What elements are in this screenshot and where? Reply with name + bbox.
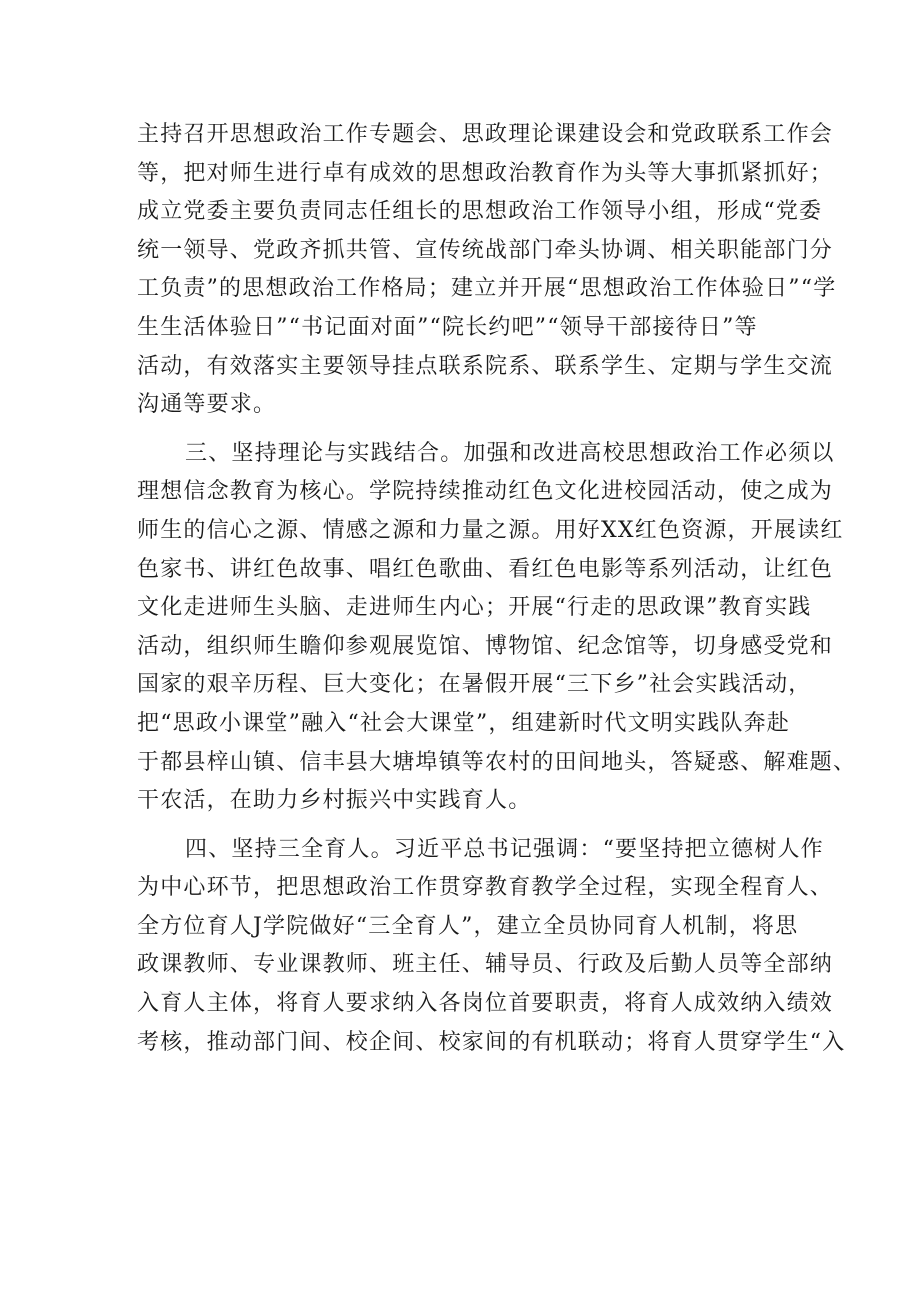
text-line: 师生的信心之源、情感之源和力量之源。用好XX红色资源，开展读红 — [137, 517, 844, 543]
paragraph — [137, 435, 857, 821]
text-line: 把“思政小课堂”融入“社会大课堂”，组建新时代文明实践队奔赴 — [137, 710, 790, 736]
paragraph-gap — [137, 425, 797, 435]
text-line: 政课教师、专业课教师、班主任、辅导员、行政及后勤人员等全部纳 — [137, 952, 834, 978]
text-line: 活动，组织师生瞻仰参观展览馆、博物馆、纪念馆等，切身感受党和 — [137, 633, 834, 659]
paragraph — [137, 116, 837, 425]
paragraph-gap — [137, 821, 797, 831]
text-line: 活动，有效落实主要领导挂点联系院系、联系学生、定期与学生交流 — [137, 353, 834, 379]
document-body — [137, 116, 857, 1062]
text-line: 入育人主体，将育人要求纳入各岗位首要职责，将育人成效纳入绩效 — [137, 991, 834, 1017]
text-line: 国家的艰辛历程、巨大变化；在暑假开展“三下乡”社会实践活动， — [137, 672, 812, 698]
text-line: 沟通等要求。 — [137, 392, 277, 418]
text-line: 色家书、讲红色故事、唱红色歌曲、看红色电影等系列活动，让红色 — [137, 556, 834, 582]
text-line: 工负责”的思想政治工作格局；建立并开展“思想政治工作体验日”“学 — [137, 276, 837, 302]
text-line: 主持召开思想政治工作专题会、思政理论课建设会和党政联系工作会 — [137, 122, 834, 147]
text-line: 生生活体验日”“书记面对面”“院长约吧”“领导干部接待日”等 — [137, 314, 758, 340]
text-line: 全方位育人J学院做好“三全育人”，建立全员协同育人机制，将思 — [137, 913, 799, 939]
text-line: 等，把对师生进行卓有成效的思想政治教育作为头等大事抓紧抓好； — [137, 160, 834, 186]
text-line: 三、坚持理论与实践结合。加强和改进高校思想政治工作必须以 — [185, 440, 835, 466]
text-line: 考核，推动部门间、校企间、校家间的有机联动；将育人贯穿学生“入 — [137, 1029, 846, 1055]
text-line: 为中心环节，把思想政治工作贯穿教育教学全过程，实现全程育人、 — [137, 875, 834, 901]
text-line: 成立党委主要负责同志任组长的思想政治工作领导小组，形成“党委 — [137, 199, 823, 225]
text-line: 四、坚持三全育人。习近平总书记强调：“要坚持把立德树人作 — [185, 836, 824, 862]
text-line: 理想信念教育为核心。学院持续推动红色文化进校园活动，使之成为 — [137, 479, 834, 505]
paragraph — [137, 831, 846, 1063]
text-line: 于都县梓山镇、信丰县大塘埠镇等农村的田间地头，答疑惑、解难题、 — [137, 749, 857, 775]
text-line: 统一领导、党政齐抓共管、宣传统战部门牵头协调、相关职能部门分 — [137, 237, 834, 263]
text-line: 干农活，在助力乡村振兴中实践育人。 — [137, 788, 532, 814]
text-line: 文化走进师生头脑、走进师生内心；开展“行走的思政课”教育实践 — [137, 595, 812, 621]
